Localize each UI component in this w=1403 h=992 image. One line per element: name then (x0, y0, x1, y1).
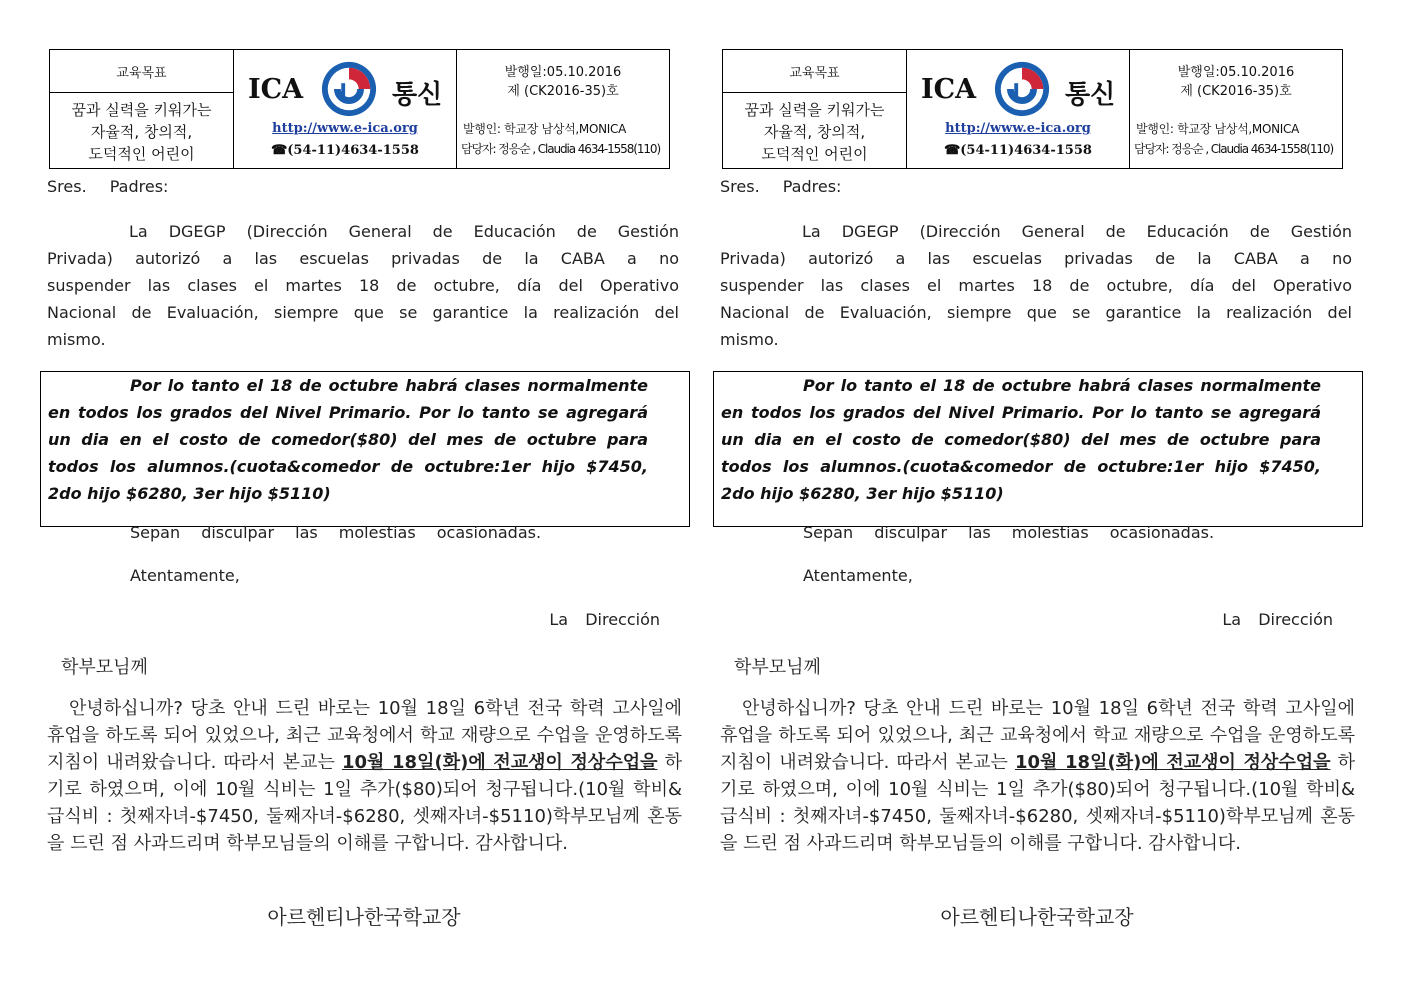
spanish-greeting: Sres. Padres: (47, 177, 169, 196)
phone-number: ☎(54-11)4634-1558 (944, 143, 1092, 158)
brand-tongsin: 통신 (392, 80, 443, 110)
spanish-apology: Sepan disculpar las molestias ocasionadas. (803, 523, 1215, 542)
spanish-closing: Atentamente, (130, 566, 240, 585)
issue-number: 제 (CK2016-35)호 (507, 84, 619, 99)
newsletter-header (49, 49, 670, 169)
spanish-apology: Sepan disculpar las molestias ocasionadas. (130, 523, 542, 542)
korean-signature: 아르헨티나한국학교장 (940, 905, 1134, 929)
spanish-signature: La Dirección (549, 610, 660, 629)
issue-number: 제 (CK2016-35)호 (1180, 84, 1292, 99)
notice-box (40, 371, 690, 527)
goal-label: 교육목표 (723, 50, 906, 93)
korean-text: 안녕하십니까? 당초 안내 드린 바로는 10월 18일 6학년 전국 학력 고사일에 휴업을 하도록 되어 있었으나, 최근 교육청에서 학교 재량으로 수업을 운영하도록 지침이 내려왔습니다. 따라서 본교는 (720, 698, 1355, 773)
publisher: 발행인: 학교장 남상석,MONICA (463, 122, 627, 136)
contact-person: 담당자: 정응순 , Claudia 4634-1558(110) (1134, 142, 1334, 156)
brand-cell (907, 50, 1130, 168)
korean-paragraph (47, 695, 682, 857)
phone-number: ☎(54-11)4634-1558 (271, 143, 419, 158)
brand-tongsin: 통신 (1065, 80, 1116, 110)
issue-cell (1130, 50, 1342, 168)
korean-text: 하기로 하였으며, 이에 10월 식비는 1일 추가($80)되어 청구됩니다.(10월 학비&급식비 : 첫째자녀-$7450, 둘째자녀-$6280, 셋째자녀-$5110)학부모님께 혼동을 드린 점 사과드리며 학부모님들의 이해를 구합니다. 감사합니다. (47, 752, 682, 854)
newsletter-copy-left (0, 0, 682, 992)
spanish-paragraph: La DGEGP (Dirección General de Educación de Gestión Privada) autorizó a las escuelas privadas de la CABA a no suspender las clases el martes 18 de octubre, día del Operativo Nacional de Evaluación, siempre que se garantice la realización del mismo. (720, 222, 1352, 349)
spanish-greeting: Sres. Padres: (720, 177, 842, 196)
goal-line: 꿈과 실력을 키워가는 (744, 101, 885, 119)
goal-line: 꿈과 실력을 키워가는 (71, 101, 212, 119)
goal-line: 자율적, 창의적, (763, 123, 866, 141)
goal-line: 자율적, 창의적, (90, 123, 193, 141)
notice-text: Por lo tanto el 18 de octubre habrá clases normalmente en todos los grados del Nivel Primario. Por lo tanto se agregará un dia en el costo de comedor($80) del mes de octubre para todos los alumnos.(cuota&comedor de octubre:1er hijo $7450, 2do hijo $6280, 3er hijo $5110) (721, 376, 1321, 503)
ica-school-logo-icon (320, 60, 378, 118)
korean-text: 하기로 하였으며, 이에 10월 식비는 1일 추가($80)되어 청구됩니다.(10월 학비&급식비 : 첫째자녀-$7450, 둘째자녀-$6280, 셋째자녀-$5110)학부모님께 혼동을 드린 점 사과드리며 학부모님들의 이해를 구합니다. 감사합니다. (720, 752, 1355, 854)
spanish-paragraph: La DGEGP (Dirección General de Educación de Gestión Privada) autorizó a las escuelas privadas de la CABA a no suspender las clases el martes 18 de octubre, día del Operativo Nacional de Evaluación, siempre que se garantice la realización del mismo. (47, 222, 679, 349)
korean-emphasis: 10월 18일(화)에 전교생이 정상수업을 (341, 752, 658, 773)
brand-ica: ICA (921, 74, 977, 105)
spanish-closing: Atentamente, (803, 566, 913, 585)
website-link[interactable]: http://www.e-ica.org (272, 121, 418, 136)
ica-school-logo-icon (993, 60, 1051, 118)
notice-text: Por lo tanto el 18 de octubre habrá clases normalmente en todos los grados del Nivel Primario. Por lo tanto se agregará un dia en el costo de comedor($80) del mes de octubre para todos los alumnos.(cuota&comedor de octubre:1er hijo $7450, 2do hijo $6280, 3er hijo $5110) (48, 376, 648, 503)
goal-line: 도덕적인 어린이 (88, 145, 195, 163)
contact-person: 담당자: 정응순 , Claudia 4634-1558(110) (461, 142, 661, 156)
korean-signature: 아르헨티나한국학교장 (267, 905, 461, 929)
korean-greeting: 학부모님께 (734, 657, 821, 678)
brand-ica: ICA (248, 74, 304, 105)
notice-box (713, 371, 1363, 527)
issue-cell (457, 50, 669, 168)
goal-label: 교육목표 (50, 50, 233, 93)
goal-cell (50, 50, 234, 168)
goal-cell (723, 50, 907, 168)
spanish-signature: La Dirección (1222, 610, 1333, 629)
korean-paragraph (720, 695, 1355, 857)
issue-date: 발행일:05.10.2016 (504, 65, 622, 80)
korean-emphasis: 10월 18일(화)에 전교생이 정상수업을 (1014, 752, 1331, 773)
newsletter-copy-right (673, 0, 1355, 992)
korean-greeting: 학부모님께 (61, 657, 148, 678)
newsletter-header (722, 49, 1343, 169)
issue-date: 발행일:05.10.2016 (1177, 65, 1295, 80)
goal-line: 도덕적인 어린이 (761, 145, 868, 163)
publisher: 발행인: 학교장 남상석,MONICA (1136, 122, 1300, 136)
website-link[interactable]: http://www.e-ica.org (945, 121, 1091, 136)
korean-text: 안녕하십니까? 당초 안내 드린 바로는 10월 18일 6학년 전국 학력 고사일에 휴업을 하도록 되어 있었으나, 최근 교육청에서 학교 재량으로 수업을 운영하도록 지침이 내려왔습니다. 따라서 본교는 (47, 698, 682, 773)
brand-cell (234, 50, 457, 168)
